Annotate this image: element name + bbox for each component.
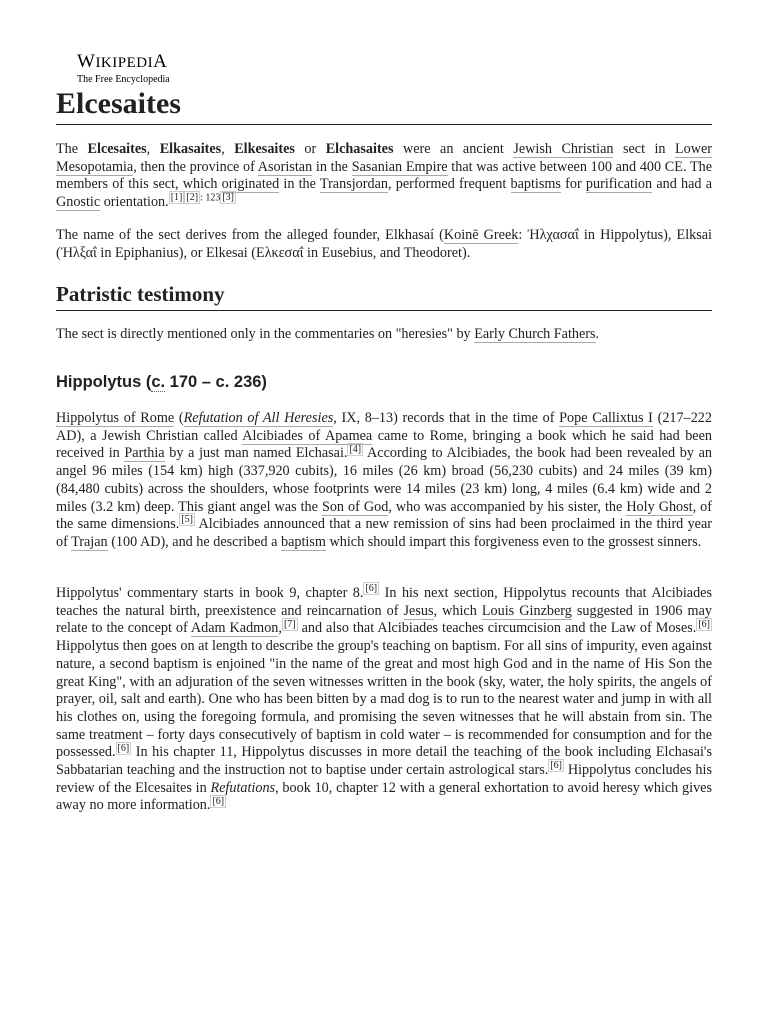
- link-gnostic[interactable]: Gnostic: [56, 194, 101, 211]
- link-son-of-god[interactable]: Son of God: [321, 498, 389, 515]
- citation-6[interactable]: [6]: [698, 618, 710, 630]
- link-originated[interactable]: originated: [221, 176, 280, 193]
- link-trajan[interactable]: Trajan: [71, 533, 108, 550]
- wikipedia-logo[interactable]: [77, 52, 170, 86]
- link-asoristan[interactable]: Asoristan: [257, 158, 313, 175]
- link-louis-ginzberg[interactable]: Louis Ginzberg: [481, 602, 572, 619]
- citation-3[interactable]: [3]: [222, 192, 234, 204]
- citation-2[interactable]: [2]: [186, 192, 199, 204]
- hippolytus-paragraph-1: Hippolytus of Rome (Refutation of All Heresies, IX, 8–13) records that in the time of Pope Callixtus I (217–222 AD), a Jewish Christian called Alcibiades of Apamea came to Rome, bringing a book which he said had been received in Parthia by a just man named Elchasai. [4] According to Alcibiades, the book had been revealed by an angel 96 miles (154 km) high (337,920 cubits), 16 miles (26 km) broad (56,230 cubits) and 24 miles (39 km) (84,480 cubits) across the shoulders, whose footprints were 14 miles (23 km) long, 4 miles (6.4 km) wide and 2 miles (3.2 km) deep. This giant angel was the Son of God, who was accompanied by his sister, the Holy Ghost, of the same dimensions. [5] Alcibiades announced that a new remission of sins had been proclaimed in the third year of Trajan (100 AD), and he described a baptism which should impart this forgiveness even to the grossest sinners.: [56, 410, 712, 550]
- citation-4[interactable]: [4]: [349, 443, 362, 455]
- link-jesus[interactable]: Jesus: [403, 602, 434, 619]
- intro-paragraph-1: The Elcesaites, Elkasaites, Elkesaites or Elchasaites were an ancient Jewish Christian sect in Lower Mesopotamia, then the province of Asoristan in the Sasanian Empire that was active between 100 and 400 CE. The members of this sect, which originated in the Transjordan, performed frequent baptisms for purification and had a Gnostic orientation. [1] [2] : 123 [3]: [56, 141, 713, 211]
- citation-6[interactable]: [6]: [550, 760, 562, 772]
- citation-6[interactable]: [6]: [117, 742, 130, 754]
- link-koine-greek[interactable]: Koinē Greek: [443, 227, 519, 243]
- citation-6[interactable]: [6]: [365, 583, 378, 595]
- link-baptism[interactable]: baptism: [281, 533, 326, 550]
- patristic-paragraph: The sect is directly mentioned only in the commentaries on "heresies" by Early Church Fathers.: [56, 326, 600, 342]
- link-pope-callixtus-i[interactable]: Pope Callixtus I: [559, 410, 653, 426]
- citation-1[interactable]: [1]: [170, 192, 183, 204]
- link-parthia[interactable]: Parthia: [124, 445, 165, 462]
- link-holy-ghost[interactable]: Holy Ghost: [626, 498, 693, 515]
- section-heading-hippolytus: Hippolytus (c. 170 – c. 236): [56, 373, 267, 391]
- link-alcibiades-of-apamea[interactable]: Alcibiades of Apamea: [242, 427, 373, 444]
- citation-page: : 123: [200, 192, 221, 204]
- link-sasanian-empire[interactable]: Sasanian Empire: [351, 158, 448, 175]
- wikipedia-wordmark: WIKIPEDIA: [77, 51, 168, 72]
- intro-paragraph-2: The name of the sect derives from the alleged founder, Elkhasaí (Koinē Greek: Ἠλχασαΐ in Hippolytus), Elksai (Ἠλξαΐ in Epiphanius), or Elkesai (Ελκεσαΐ in Eusebius, and Theodoret).: [56, 227, 712, 261]
- link-transjordan[interactable]: Transjordan: [319, 176, 388, 193]
- citation-7[interactable]: [7]: [283, 618, 296, 630]
- circa-abbreviation[interactable]: c.: [151, 373, 166, 391]
- citation-5[interactable]: [5]: [181, 514, 193, 526]
- link-refutation-of-all-heresies[interactable]: Refutation of All Heresies: [183, 410, 334, 426]
- link-lower-mesopotamia[interactable]: Lower Mesopotamia: [56, 141, 713, 175]
- wikipedia-tagline: The Free Encyclopedia: [77, 74, 170, 85]
- hippolytus-paragraph-2: Hippolytus' commentary starts in book 9, chapter 8. [6] In his next section, Hippolytus recounts that Alcibiades teaches the natural birth, preexistence and reincarnation of Jesus, which Louis Ginzberg suggested in 1906 may relate to the concept of Adam Kadmon, [7] and also that Alcibiades teaches circumcision and the Law of Moses. [6] Hippolytus then goes on at length to describe the group's teaching on baptism. For all sins of impurity, even against nature, a second baptism is enjoined "in the name of the great and most high God and in the name of His Son the great King", with an adjuration of the seven witnesses written in the book (sky, water, the holy spirits, the angels of prayer, oil, salt and earth). One who has been bitten by a mad dog is to run to the nearest water and jump in with all his clothes on, using the foregoing formula, and promising the seven witnesses that he will abstain from sin. The same treatment – forty days consecutively of baptism in cold water – is recommended for consumption and for the possessed. [6] In his chapter 11, Hippolytus discusses in more detail the teaching of the book including Elchasai's Sabbatarian teaching and the instruction not to baptise under certain astrological stars. [6] Hippolytus concludes his review of the Elcesaites in Refutations, book 10, chapter 12 with a general exhortation to avoid heresy which gives away no more information. [6]: [56, 583, 712, 814]
- link-jewish-christian[interactable]: Jewish Christian: [513, 141, 614, 157]
- link-early-church-fathers[interactable]: Early Church Fathers: [474, 326, 596, 342]
- page-title: Elcesaites: [56, 84, 712, 125]
- link-adam-kadmon[interactable]: Adam Kadmon: [190, 620, 279, 637]
- link-baptisms[interactable]: baptisms: [510, 176, 561, 193]
- link-hippolytus-of-rome[interactable]: Hippolytus of Rome: [56, 410, 175, 426]
- section-heading-patristic-testimony: Patristic testimony: [56, 280, 712, 311]
- citation-6[interactable]: [6]: [212, 795, 225, 807]
- link-purification[interactable]: purification: [585, 176, 653, 193]
